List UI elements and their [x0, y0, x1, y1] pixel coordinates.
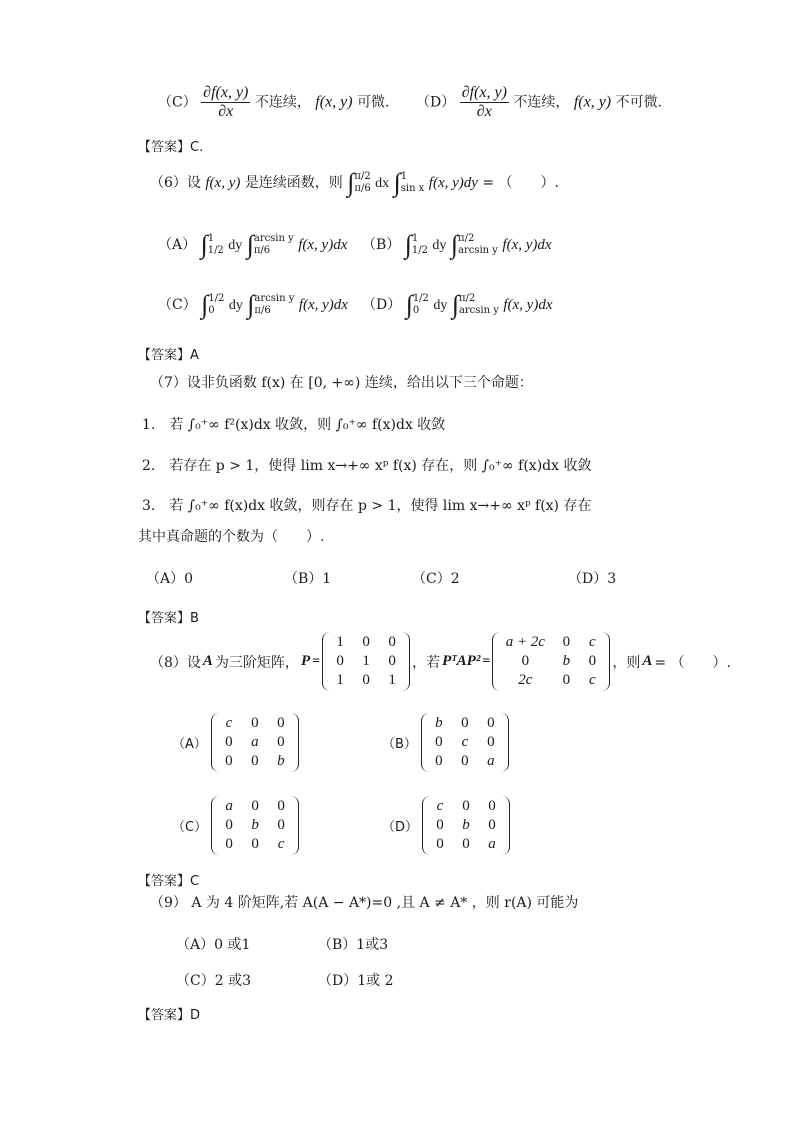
- q8-stem: [150, 632, 731, 691]
- q7-proposition-1: 1. 若 ∫₀⁺∞ f²(x)dx 收敛，则 ∫₀⁺∞ f(x)dx 收敛: [142, 417, 446, 433]
- q6-answer: 【答案】A: [138, 348, 199, 363]
- q8-stem-then: ，则: [612, 654, 641, 671]
- matrix-cell: 0: [388, 653, 396, 669]
- q8-option-b: [382, 713, 509, 772]
- integral-sign: ∫: [247, 290, 255, 319]
- matrix-cell: b: [462, 817, 470, 833]
- q5-option-c-text1: 不连续，: [254, 94, 311, 111]
- q9-option-a: （A）0 或1: [176, 937, 251, 953]
- q7-answer: 【答案】B: [138, 611, 199, 626]
- q8-matrix-a-symbol: A: [202, 653, 213, 669]
- matrix-cell: 0: [336, 653, 344, 669]
- matrix-cell: 0: [436, 836, 444, 852]
- q8-option-label: （B）: [382, 737, 417, 752]
- q9-stem: （9） A 为 4 阶矩阵,若 A(A − A*)=0 ,且 A ≠ A* ，则 r(A) 可能为: [150, 895, 579, 911]
- inner-lower-limit: π/6: [254, 305, 271, 316]
- q8-option-label: （A）: [172, 737, 207, 752]
- outer-upper-limit: 1/2: [412, 293, 429, 304]
- outer-lower-limit: 1/2: [207, 245, 224, 256]
- q8-stem-prefix: （8）设: [150, 654, 201, 671]
- matrix-cell: c: [588, 672, 596, 688]
- inner-upper-limit: π/2: [458, 293, 476, 304]
- matrix-cell: b: [562, 653, 571, 669]
- q5-option-d-denominator: ∂x: [476, 103, 492, 120]
- matrix-cell: 0: [487, 734, 495, 750]
- matrix-cell: c: [461, 734, 469, 750]
- q6-option-label: （D）: [362, 297, 402, 313]
- matrix-cell: 1: [336, 634, 344, 650]
- q5-option-c: [158, 84, 390, 121]
- outer-differential: dy: [432, 238, 447, 253]
- q9-answer: 【答案】D: [138, 1008, 201, 1023]
- matrix-cell: 0: [251, 836, 259, 852]
- matrix-cell: 0: [435, 753, 443, 769]
- matrix-cell: c: [225, 715, 233, 731]
- matrix-cell: a: [487, 753, 495, 769]
- matrix-cell: 1: [336, 672, 344, 688]
- integrand: f(x, y)dx: [503, 297, 553, 313]
- q5-option-c-denominator: ∂x: [218, 103, 234, 120]
- q9-option-c: （C）2 或3: [176, 973, 251, 989]
- matrix-cell: 0: [461, 753, 469, 769]
- integral-sign: ∫: [451, 290, 459, 319]
- q7-option-b: （B）1: [284, 571, 332, 587]
- inner-upper-limit: arcsin y: [253, 233, 294, 244]
- q8-answer: 【答案】C: [138, 874, 200, 889]
- matrix-cell: 0: [436, 817, 444, 833]
- q8-option-label: （D）: [382, 820, 419, 835]
- q8-matrix-a-symbol: A: [642, 653, 653, 669]
- matrix-cell: c: [588, 634, 596, 650]
- inner-lower-limit: π/6: [253, 245, 271, 256]
- q5-option-d-text1: 不连续，: [513, 94, 570, 111]
- q6-integral-sign-2: ∫: [393, 168, 401, 197]
- q5-option-c-label: （C）: [158, 94, 197, 111]
- integral-sign: ∫: [201, 290, 209, 319]
- outer-upper-limit: 1: [411, 233, 419, 244]
- outer-differential: dy: [228, 298, 243, 313]
- q6-integral-sign-1: ∫: [347, 168, 355, 197]
- matrix-cell: 0: [435, 734, 443, 750]
- integral-sign: ∫: [404, 230, 412, 259]
- matrix-cell: 0: [225, 836, 233, 852]
- integrand: f(x, y)dx: [298, 297, 348, 313]
- matrix-cell: 0: [488, 817, 496, 833]
- inner-upper-limit: arcsin y: [254, 293, 295, 304]
- matrix-cell: 0: [362, 634, 370, 650]
- q8-product-expression: PᵀAP²: [442, 653, 481, 669]
- q6-stem-upper-2: 1: [400, 171, 408, 182]
- q8-matrix-result: [492, 632, 610, 691]
- integrand: f(x, y)dx: [502, 237, 552, 253]
- matrix-cell: b: [277, 753, 285, 769]
- q8-option-matrix: [211, 713, 299, 772]
- q8-stem-mid: 为三阶矩阵，: [214, 654, 299, 671]
- matrix-cell: 0: [225, 734, 233, 750]
- q8-option-d: [382, 796, 510, 855]
- q5-option-c-fraction: [201, 84, 250, 121]
- outer-lower-limit: 0: [208, 305, 215, 316]
- q7-option-c: （C）2: [412, 571, 460, 587]
- q5-answer: 【答案】C.: [138, 140, 204, 155]
- matrix-cell: a: [488, 836, 496, 852]
- q6-stem-lower-2: sin x: [400, 183, 425, 194]
- outer-lower-limit: 1/2: [411, 245, 428, 256]
- matrix-cell: 0: [251, 798, 259, 814]
- q6-stem-suffix: = （ ）.: [482, 175, 560, 191]
- outer-lower-limit: 0: [412, 305, 420, 316]
- matrix-cell: 0: [362, 672, 370, 688]
- matrix-cell: 1: [388, 672, 396, 688]
- q6-option-d: [362, 292, 552, 318]
- q8-stem-if: ，若: [412, 654, 441, 671]
- q8-matrix-p-symbol: P: [300, 653, 311, 669]
- matrix-cell: b: [435, 715, 443, 731]
- q6-stem-dx: dx: [375, 176, 390, 191]
- equals-sign: =: [482, 653, 491, 669]
- q6-stem-upper-1: π/2: [354, 171, 371, 182]
- matrix-cell: 2c: [518, 672, 533, 688]
- matrix-cell: 0: [487, 715, 495, 731]
- q5-option-c-text2: 可微.: [357, 94, 390, 111]
- matrix-cell: 0: [251, 753, 259, 769]
- integrand: f(x, y)dx: [298, 237, 348, 253]
- matrix-cell: 0: [277, 715, 285, 731]
- inner-lower-limit: arcsin y: [458, 245, 498, 256]
- integral-sign: ∫: [200, 230, 208, 259]
- integral-sign: ∫: [450, 230, 458, 259]
- q5-option-c-numerator: ∂f(x, y): [203, 84, 249, 101]
- q7-stem: （7）设非负函数 f(x) 在 [0, +∞) 连续，给出以下三个命题：: [150, 375, 533, 391]
- matrix-cell: 0: [388, 634, 396, 650]
- matrix-cell: 0: [562, 672, 571, 688]
- q8-option-a: [172, 713, 299, 772]
- matrix-cell: 0: [562, 634, 571, 650]
- matrix-cell: 0: [588, 653, 597, 669]
- q7-option-a: （A）0: [146, 571, 194, 587]
- integral-sign: ∫: [405, 290, 413, 319]
- q8-stem-suffix: = （ ）.: [654, 654, 731, 671]
- matrix-cell: 0: [521, 653, 530, 669]
- matrix-cell: b: [251, 817, 259, 833]
- q5-option-d-numerator: ∂f(x, y): [461, 84, 507, 101]
- matrix-cell: c: [277, 836, 285, 852]
- outer-differential: dy: [228, 238, 243, 253]
- matrix-cell: c: [436, 798, 444, 814]
- q7-ask: 其中真命题的个数为（ ）.: [138, 529, 325, 545]
- matrix-cell: 0: [277, 798, 285, 814]
- q6-option-label: （A）: [158, 237, 197, 253]
- q6-stem-mid: 是连续函数，则: [244, 175, 343, 191]
- q6-stem-fxy: f(x, y): [205, 175, 241, 191]
- q8-option-matrix: [422, 796, 510, 855]
- matrix-cell: 0: [488, 798, 496, 814]
- q6-option-a: [158, 232, 347, 258]
- q6-stem: [150, 170, 559, 196]
- integral-sign: ∫: [246, 230, 254, 259]
- inner-lower-limit: arcsin y: [458, 305, 499, 316]
- q7-proposition-2: 2. 若存在 p > 1，使得 lim x→+∞ xᵖ f(x) 存在，则 ∫₀⁺∞ f(x)dx 收敛: [142, 458, 592, 474]
- q5-option-d-fxy: f(x, y): [573, 93, 612, 111]
- q9-option-b: （B）1或3: [318, 937, 389, 953]
- inner-upper-limit: π/2: [458, 233, 475, 244]
- q5-option-d-fraction: [460, 84, 509, 121]
- q7-option-d: （D）3: [568, 571, 617, 587]
- matrix-cell: a: [225, 798, 233, 814]
- q8-option-c: [172, 796, 299, 855]
- q8-option-label: （C）: [172, 820, 208, 835]
- q6-option-c: [158, 292, 348, 318]
- q5-option-d-label: （D）: [416, 94, 456, 111]
- q9-option-d: （D）1或 2: [318, 973, 394, 989]
- q7-proposition-3: 3. 若 ∫₀⁺∞ f(x)dx 收敛，则存在 p > 1，使得 lim x→+∞ xᵖ f(x) 存在: [142, 498, 592, 514]
- matrix-cell: 0: [251, 715, 259, 731]
- matrix-cell: a + 2c: [505, 634, 545, 650]
- outer-differential: dy: [433, 298, 448, 313]
- q6-option-label: （C）: [158, 297, 197, 313]
- q8-matrix-p: [322, 632, 410, 691]
- matrix-cell: 0: [462, 798, 470, 814]
- matrix-cell: 0: [277, 734, 285, 750]
- q5-option-c-fxy: f(x, y): [315, 93, 353, 111]
- q6-stem-prefix: （6）设: [150, 175, 201, 191]
- matrix-cell: 1: [362, 653, 370, 669]
- q8-option-matrix: [211, 796, 299, 855]
- q6-stem-lower-1: π/6: [354, 183, 371, 194]
- q6-option-label: （B）: [362, 237, 401, 253]
- q6-stem-integrand: f(x, y)dy: [428, 175, 478, 191]
- matrix-cell: 0: [277, 817, 285, 833]
- outer-upper-limit: 1/2: [208, 293, 225, 304]
- matrix-cell: 0: [461, 715, 469, 731]
- equals-sign: =: [312, 653, 321, 669]
- matrix-cell: a: [251, 734, 259, 750]
- q6-option-b: [362, 232, 552, 258]
- outer-upper-limit: 1: [207, 233, 215, 244]
- q5-option-d-text2: 不可微.: [615, 94, 663, 111]
- q5-option-d: [416, 84, 662, 121]
- matrix-cell: 0: [225, 817, 233, 833]
- matrix-cell: 0: [225, 753, 233, 769]
- matrix-cell: 0: [462, 836, 470, 852]
- q8-option-matrix: [421, 713, 509, 772]
